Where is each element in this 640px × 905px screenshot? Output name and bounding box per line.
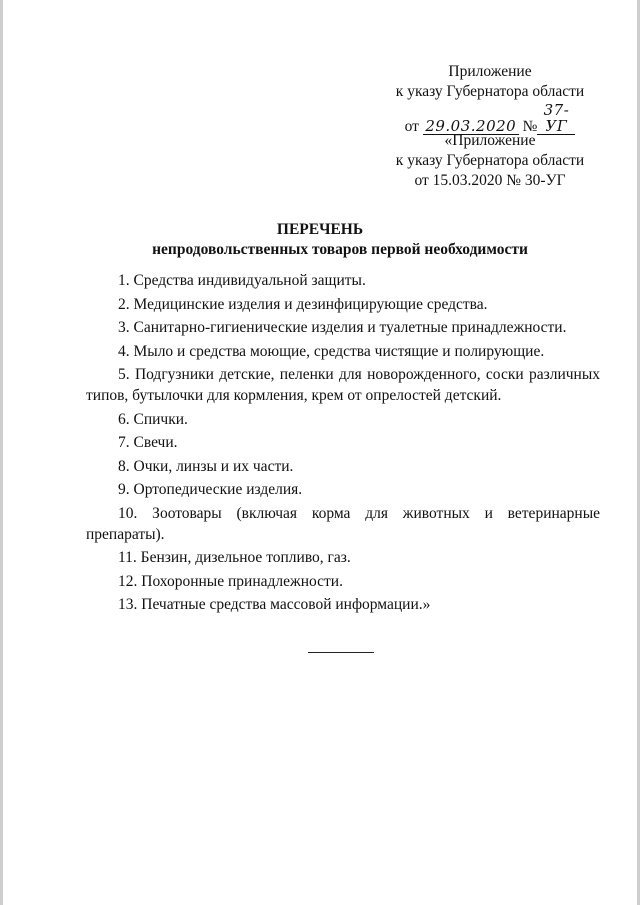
- number-prefix: №: [522, 118, 538, 135]
- end-divider: [308, 652, 374, 653]
- goods-list: [86, 270, 600, 618]
- document-title: ПЕРЕЧЕНЬ: [276, 221, 364, 238]
- list-item: 11. Бензин, дизельное топливо, газ.: [118, 549, 351, 566]
- handwritten-date: 29.03.2020: [423, 118, 519, 135]
- prior-appendix-decree: к указу Губернатора области: [395, 152, 585, 169]
- date-prefix: от: [404, 118, 419, 135]
- list-item: 2. Медицинские изделия и дезинфицирующие средства.: [118, 295, 488, 313]
- appendix-decree: к указу Губернатора области: [395, 83, 585, 100]
- list-item: 10. Зоотовары (включая корма для животных и ветеринарные препараты).: [86, 504, 600, 543]
- list-item: 12. Похоронные принадлежности.: [118, 572, 343, 590]
- list-item: 13. Печатные средства массовой информации.»: [118, 596, 431, 613]
- appendix-header: [370, 62, 610, 137]
- appendix-label: Приложение: [448, 63, 532, 80]
- prior-appendix-label: «Приложение: [444, 132, 536, 149]
- list-item: 4. Мыло и средства моющие, средства чистящие и полирующие.: [118, 342, 545, 360]
- list-item: 9. Ортопедические изделия.: [118, 481, 303, 498]
- list-item: 6. Спички.: [118, 410, 188, 428]
- list-item: 8. Очки, линзы и их части.: [118, 457, 294, 475]
- list-item: 7. Свечи.: [118, 434, 178, 451]
- handwritten-number: 37-УГ: [537, 102, 575, 135]
- document-subtitle: непродовольственных товаров первой необходимости: [152, 241, 528, 258]
- prior-appendix-date: от 15.03.2020 № 30-УГ: [414, 172, 566, 189]
- list-item: 3. Санитарно-гигиенические изделия и туалетные принадлежности.: [118, 319, 567, 336]
- list-item: 5. Подгузники детские, пеленки для новорожденного, соски различных типов, бутылочки для кормления, крем от опрелостей детский.: [86, 366, 600, 404]
- scan-edge-left: [0, 0, 3, 905]
- list-item: 1. Средства индивидуальной защиты.: [118, 272, 366, 289]
- prior-appendix-header: [370, 131, 610, 191]
